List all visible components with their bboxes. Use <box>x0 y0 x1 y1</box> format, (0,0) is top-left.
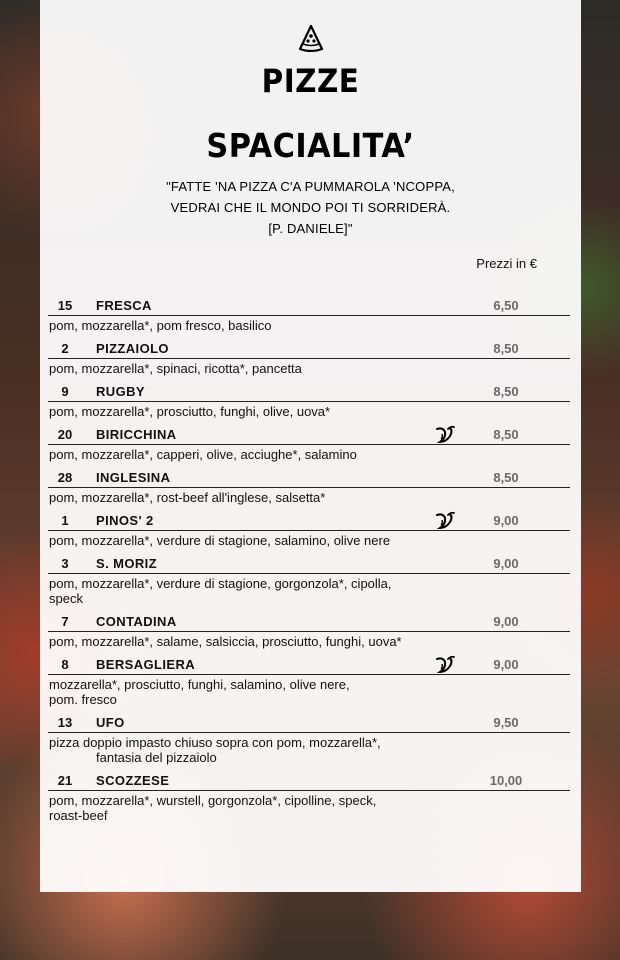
item-description <box>48 316 570 335</box>
chili-pepper-icon <box>434 511 456 531</box>
menu-item <box>48 296 570 335</box>
item-name: INGLESINA <box>96 470 171 485</box>
item-description <box>48 488 570 507</box>
description-line: pom, mozzarella*, wurstell, gorgonzola*, cipolline, speck, <box>49 793 377 808</box>
item-number: 1 <box>61 513 69 528</box>
description-line: pom, mozzarella*, spinaci, ricotta*, pancetta <box>49 361 302 376</box>
item-price: 9,00 <box>493 657 519 672</box>
menu-item-header <box>48 468 570 488</box>
menu-item <box>48 771 570 825</box>
item-description <box>48 402 570 421</box>
item-number: 21 <box>57 773 73 788</box>
menu-item <box>48 612 570 651</box>
menu-item-header <box>48 339 570 359</box>
item-description <box>48 791 570 825</box>
item-name: PIZZAIOLO <box>96 341 169 356</box>
item-price: 8,50 <box>493 341 519 356</box>
description-line: pom, mozzarella*, salame, salsiccia, prosciutto, funghi, uova* <box>49 634 402 649</box>
menu-item <box>48 468 570 507</box>
description-line: pom. fresco <box>49 692 117 707</box>
description-line: mozzarella*, prosciutto, funghi, salamino, olive nere, <box>49 677 350 692</box>
item-price: 10,00 <box>489 773 523 788</box>
item-price: 9,00 <box>493 513 519 528</box>
description-line: fantasia del pizzaiolo <box>96 750 217 765</box>
item-price: 6,50 <box>493 298 519 313</box>
chili-pepper-icon <box>434 425 456 445</box>
prices-label: Prezzi in € <box>476 256 537 271</box>
menu-item-header <box>48 612 570 632</box>
item-number: 28 <box>57 470 73 485</box>
page-title: PIZZE <box>261 62 360 100</box>
item-description <box>48 733 570 767</box>
item-number: 9 <box>61 384 69 399</box>
item-name: SCOZZESE <box>96 773 170 788</box>
item-number: 2 <box>61 341 69 356</box>
description-line: speck <box>49 591 83 606</box>
item-price: 9,00 <box>493 614 519 629</box>
menu-item <box>48 554 570 608</box>
item-name: S. MORIZ <box>96 556 157 571</box>
item-price: 9,00 <box>493 556 519 571</box>
chili-pepper-icon <box>434 655 456 675</box>
item-name: BERSAGLIERA <box>96 657 196 672</box>
item-description <box>48 574 570 608</box>
page-subtitle: SPACIALITA’ <box>206 126 415 165</box>
item-description <box>48 675 570 709</box>
item-number: 8 <box>61 657 69 672</box>
item-price: 9,50 <box>493 715 519 730</box>
item-description <box>48 359 570 378</box>
item-price: 8,50 <box>493 384 519 399</box>
item-name: FRESCA <box>96 298 152 313</box>
description-line: pom, mozzarella*, verdure di stagione, gorgonzola*, cipolla, <box>49 576 392 591</box>
pizza-slice-icon <box>298 24 324 52</box>
item-name: UFO <box>96 715 125 730</box>
quote <box>40 176 581 239</box>
description-line: pom, mozzarella*, capperi, olive, acciughe*, salamino <box>49 447 357 462</box>
menu-item-header <box>48 296 570 316</box>
description-line: pom, mozzarella*, verdure di stagione, salamino, olive nere <box>49 533 391 548</box>
logo <box>40 24 581 57</box>
description-line: pizza doppio impasto chiuso sopra con pom, mozzarella*, <box>49 735 381 750</box>
description-line: pom, mozzarella*, rost-beef all'inglese, salsetta* <box>49 490 326 505</box>
item-name: CONTADINA <box>96 614 177 629</box>
item-price: 8,50 <box>493 427 519 442</box>
item-price: 8,50 <box>493 470 519 485</box>
quote-line: [P. DANIELE]" <box>268 221 353 236</box>
menu-item-header <box>48 771 570 791</box>
description-line: pom, mozzarella*, pom fresco, basilico <box>49 318 272 333</box>
item-description <box>48 445 570 464</box>
menu-item <box>48 511 570 550</box>
menu-item-header <box>48 554 570 574</box>
item-description <box>48 531 570 550</box>
item-name: RUGBY <box>96 384 145 399</box>
menu-item <box>48 425 570 464</box>
menu-item-header <box>48 655 570 675</box>
menu-item-header <box>48 425 570 445</box>
menu-item-header <box>48 713 570 733</box>
item-description <box>48 632 570 651</box>
item-number: 7 <box>61 614 69 629</box>
menu-list <box>48 296 570 829</box>
item-number: 3 <box>61 556 69 571</box>
quote-line: VEDRAI CHE IL MONDO POI TI SORRIDERÀ. <box>170 200 451 215</box>
menu-item-header <box>48 382 570 402</box>
description-line: roast-beef <box>49 808 108 823</box>
quote-line: "FATTE 'NA PIZZA C'A PUMMAROLA 'NCOPPA, <box>166 179 455 194</box>
menu-item <box>48 382 570 421</box>
description-line: pom, mozzarella*, prosciutto, funghi, olive, uova* <box>49 404 331 419</box>
item-name: PINOS' 2 <box>96 513 154 528</box>
menu-panel <box>40 0 581 892</box>
item-number: 20 <box>57 427 73 442</box>
menu-item <box>48 655 570 709</box>
item-number: 15 <box>57 298 73 313</box>
item-number: 13 <box>57 715 73 730</box>
menu-item <box>48 339 570 378</box>
menu-item-header <box>48 511 570 531</box>
menu-item <box>48 713 570 767</box>
item-name: BIRICCHINA <box>96 427 177 442</box>
